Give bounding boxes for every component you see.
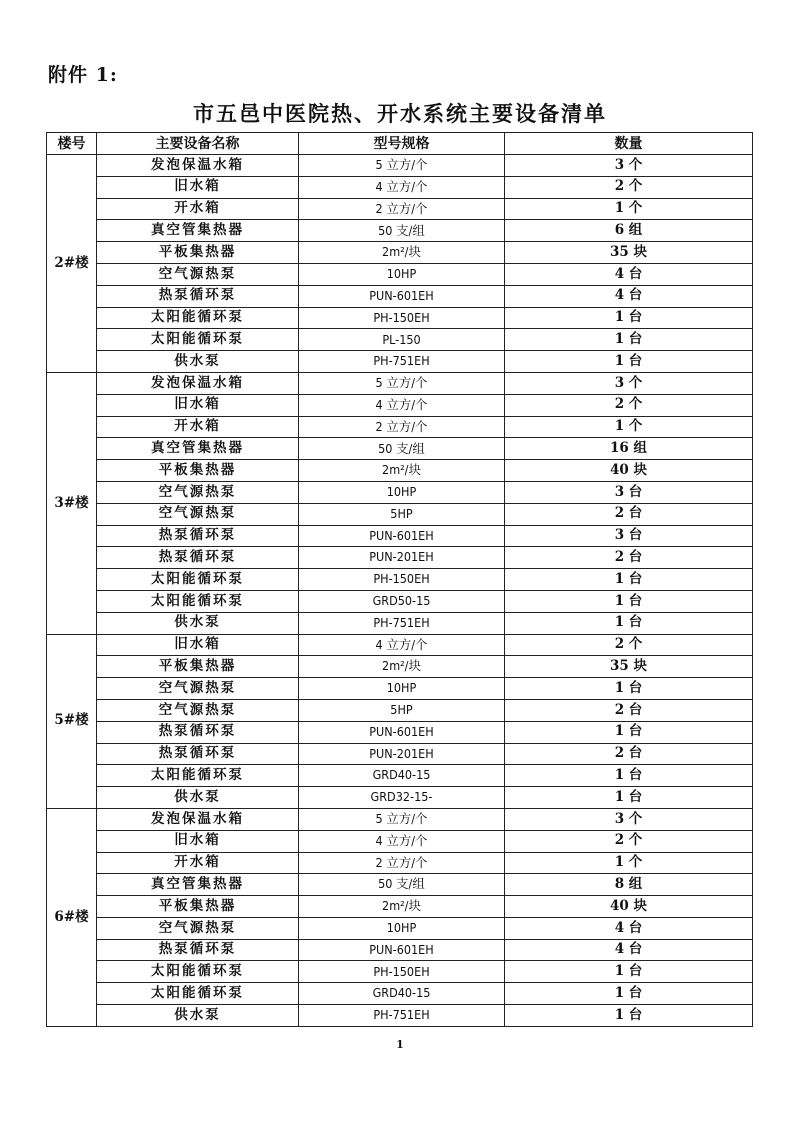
quantity-cell: 1 台 bbox=[505, 569, 753, 591]
quantity-cell: 1 台 bbox=[505, 307, 753, 329]
equipment-name-cell: 旧水箱 bbox=[97, 634, 299, 656]
table-row bbox=[47, 416, 753, 438]
table-row bbox=[47, 830, 753, 852]
quantity-cell: 1 台 bbox=[505, 329, 753, 351]
equipment-name-cell: 平板集热器 bbox=[97, 656, 299, 678]
quantity-cell: 3 个 bbox=[505, 372, 753, 394]
table-row bbox=[47, 612, 753, 634]
equipment-name-cell: 太阳能循环泵 bbox=[97, 765, 299, 787]
model-cell: PUN-601EH bbox=[299, 525, 505, 547]
model-cell: 50 支/组 bbox=[299, 220, 505, 242]
model-cell: PH-751EH bbox=[299, 351, 505, 373]
quantity-cell: 1 台 bbox=[505, 612, 753, 634]
model-cell: PUN-601EH bbox=[299, 721, 505, 743]
model-cell: 5HP bbox=[299, 699, 505, 721]
table-row bbox=[47, 939, 753, 961]
model-cell: 4 立方/个 bbox=[299, 634, 505, 656]
equipment-name-cell: 空气源热泵 bbox=[97, 699, 299, 721]
attachment-label: 附件 1: bbox=[48, 64, 118, 86]
table-row bbox=[47, 372, 753, 394]
table-row bbox=[47, 896, 753, 918]
table-row bbox=[47, 481, 753, 503]
quantity-cell: 2 台 bbox=[505, 503, 753, 525]
model-cell: 2m²/块 bbox=[299, 656, 505, 678]
equipment-name-cell: 供水泵 bbox=[97, 787, 299, 809]
table-row bbox=[47, 438, 753, 460]
equipment-name-cell: 空气源热泵 bbox=[97, 503, 299, 525]
table-row bbox=[47, 176, 753, 198]
equipment-name-cell: 发泡保温水箱 bbox=[97, 372, 299, 394]
table-row bbox=[47, 198, 753, 220]
header-quantity: 数量 bbox=[505, 133, 753, 155]
quantity-cell: 35 块 bbox=[505, 242, 753, 264]
table-row bbox=[47, 852, 753, 874]
model-cell: PUN-601EH bbox=[299, 939, 505, 961]
table-row bbox=[47, 983, 753, 1005]
quantity-cell: 3 个 bbox=[505, 808, 753, 830]
table-row bbox=[47, 1005, 753, 1027]
equipment-name-cell: 热泵循环泵 bbox=[97, 939, 299, 961]
model-cell: 50 支/组 bbox=[299, 438, 505, 460]
quantity-cell: 1 台 bbox=[505, 678, 753, 700]
model-cell: PH-150EH bbox=[299, 961, 505, 983]
quantity-cell: 2 个 bbox=[505, 830, 753, 852]
equipment-name-cell: 旧水箱 bbox=[97, 830, 299, 852]
model-cell: 50 支/组 bbox=[299, 874, 505, 896]
quantity-cell: 1 台 bbox=[505, 961, 753, 983]
table-row bbox=[47, 547, 753, 569]
model-cell: 5 立方/个 bbox=[299, 155, 505, 177]
equipment-name-cell: 真空管集热器 bbox=[97, 220, 299, 242]
table-row bbox=[47, 220, 753, 242]
quantity-cell: 1 台 bbox=[505, 983, 753, 1005]
model-cell: PH-150EH bbox=[299, 307, 505, 329]
equipment-name-cell: 太阳能循环泵 bbox=[97, 307, 299, 329]
equipment-name-cell: 太阳能循环泵 bbox=[97, 590, 299, 612]
equipment-name-cell: 热泵循环泵 bbox=[97, 525, 299, 547]
model-cell: 2 立方/个 bbox=[299, 416, 505, 438]
quantity-cell: 8 组 bbox=[505, 874, 753, 896]
model-cell: PH-150EH bbox=[299, 569, 505, 591]
equipment-name-cell: 平板集热器 bbox=[97, 896, 299, 918]
quantity-cell: 40 块 bbox=[505, 896, 753, 918]
model-cell: 10HP bbox=[299, 678, 505, 700]
model-cell: 5HP bbox=[299, 503, 505, 525]
equipment-name-cell: 开水箱 bbox=[97, 198, 299, 220]
equipment-name-cell: 太阳能循环泵 bbox=[97, 961, 299, 983]
model-cell: GRD32-15- bbox=[299, 787, 505, 809]
quantity-cell: 2 台 bbox=[505, 699, 753, 721]
equipment-name-cell: 热泵循环泵 bbox=[97, 721, 299, 743]
quantity-cell: 35 块 bbox=[505, 656, 753, 678]
equipment-name-cell: 太阳能循环泵 bbox=[97, 329, 299, 351]
equipment-name-cell: 平板集热器 bbox=[97, 460, 299, 482]
table-row bbox=[47, 590, 753, 612]
table-row bbox=[47, 394, 753, 416]
quantity-cell: 1 台 bbox=[505, 590, 753, 612]
quantity-cell: 4 台 bbox=[505, 285, 753, 307]
table-row bbox=[47, 917, 753, 939]
equipment-name-cell: 供水泵 bbox=[97, 351, 299, 373]
model-cell: 10HP bbox=[299, 263, 505, 285]
model-cell: 10HP bbox=[299, 481, 505, 503]
quantity-cell: 1 个 bbox=[505, 852, 753, 874]
quantity-cell: 1 台 bbox=[505, 1005, 753, 1027]
equipment-name-cell: 空气源热泵 bbox=[97, 917, 299, 939]
model-cell: 4 立方/个 bbox=[299, 176, 505, 198]
table-row bbox=[47, 678, 753, 700]
model-cell: PUN-601EH bbox=[299, 285, 505, 307]
quantity-cell: 2 个 bbox=[505, 634, 753, 656]
equipment-name-cell: 热泵循环泵 bbox=[97, 285, 299, 307]
table-row bbox=[47, 765, 753, 787]
model-cell: PUN-201EH bbox=[299, 547, 505, 569]
table-row bbox=[47, 329, 753, 351]
table-row bbox=[47, 787, 753, 809]
quantity-cell: 1 台 bbox=[505, 765, 753, 787]
header-equipment-name: 主要设备名称 bbox=[97, 133, 299, 155]
table-row bbox=[47, 525, 753, 547]
equipment-name-cell: 热泵循环泵 bbox=[97, 547, 299, 569]
quantity-cell: 4 台 bbox=[505, 939, 753, 961]
equipment-name-cell: 开水箱 bbox=[97, 852, 299, 874]
model-cell: PH-751EH bbox=[299, 1005, 505, 1027]
equipment-name-cell: 旧水箱 bbox=[97, 394, 299, 416]
model-cell: PUN-201EH bbox=[299, 743, 505, 765]
table-row bbox=[47, 503, 753, 525]
quantity-cell: 40 块 bbox=[505, 460, 753, 482]
quantity-cell: 1 台 bbox=[505, 721, 753, 743]
model-cell: GRD50-15 bbox=[299, 590, 505, 612]
equipment-name-cell: 太阳能循环泵 bbox=[97, 569, 299, 591]
equipment-name-cell: 热泵循环泵 bbox=[97, 743, 299, 765]
table-row bbox=[47, 961, 753, 983]
table-row bbox=[47, 808, 753, 830]
table-row bbox=[47, 242, 753, 264]
header-model: 型号规格 bbox=[299, 133, 505, 155]
equipment-name-cell: 供水泵 bbox=[97, 612, 299, 634]
model-cell: 2 立方/个 bbox=[299, 852, 505, 874]
page-number: 1 bbox=[396, 1038, 404, 1051]
table-row bbox=[47, 460, 753, 482]
model-cell: 2m²/块 bbox=[299, 460, 505, 482]
equipment-name-cell: 旧水箱 bbox=[97, 176, 299, 198]
table-row bbox=[47, 699, 753, 721]
model-cell: 5 立方/个 bbox=[299, 372, 505, 394]
quantity-cell: 1 台 bbox=[505, 351, 753, 373]
table-row bbox=[47, 263, 753, 285]
table-row bbox=[47, 656, 753, 678]
quantity-cell: 2 台 bbox=[505, 743, 753, 765]
equipment-name-cell: 太阳能循环泵 bbox=[97, 983, 299, 1005]
building-cell: 5#楼 bbox=[47, 634, 97, 808]
table-row bbox=[47, 351, 753, 373]
equipment-name-cell: 发泡保温水箱 bbox=[97, 155, 299, 177]
model-cell: 2m²/块 bbox=[299, 242, 505, 264]
table-row bbox=[47, 874, 753, 896]
table-row bbox=[47, 569, 753, 591]
quantity-cell: 6 组 bbox=[505, 220, 753, 242]
quantity-cell: 3 台 bbox=[505, 481, 753, 503]
model-cell: GRD40-15 bbox=[299, 983, 505, 1005]
equipment-name-cell: 开水箱 bbox=[97, 416, 299, 438]
model-cell: 2 立方/个 bbox=[299, 198, 505, 220]
model-cell: GRD40-15 bbox=[299, 765, 505, 787]
equipment-name-cell: 空气源热泵 bbox=[97, 263, 299, 285]
model-cell: 2m²/块 bbox=[299, 896, 505, 918]
building-cell: 2#楼 bbox=[47, 155, 97, 373]
quantity-cell: 3 台 bbox=[505, 525, 753, 547]
quantity-cell: 1 台 bbox=[505, 787, 753, 809]
equipment-name-cell: 空气源热泵 bbox=[97, 481, 299, 503]
quantity-cell: 4 台 bbox=[505, 917, 753, 939]
table-row bbox=[47, 307, 753, 329]
model-cell: PH-751EH bbox=[299, 612, 505, 634]
document-title: 市五邑中医院热、开水系统主要设备清单 bbox=[193, 101, 607, 126]
equipment-name-cell: 空气源热泵 bbox=[97, 678, 299, 700]
table-row bbox=[47, 634, 753, 656]
equipment-name-cell: 发泡保温水箱 bbox=[97, 808, 299, 830]
table-row bbox=[47, 721, 753, 743]
table-row bbox=[47, 285, 753, 307]
equipment-table bbox=[46, 132, 753, 1027]
quantity-cell: 1 个 bbox=[505, 198, 753, 220]
equipment-name-cell: 供水泵 bbox=[97, 1005, 299, 1027]
model-cell: 4 立方/个 bbox=[299, 830, 505, 852]
building-cell: 6#楼 bbox=[47, 808, 97, 1026]
table-row bbox=[47, 743, 753, 765]
quantity-cell: 2 台 bbox=[505, 547, 753, 569]
equipment-name-cell: 真空管集热器 bbox=[97, 438, 299, 460]
quantity-cell: 1 个 bbox=[505, 416, 753, 438]
model-cell: 5 立方/个 bbox=[299, 808, 505, 830]
model-cell: PL-150 bbox=[299, 329, 505, 351]
model-cell: 4 立方/个 bbox=[299, 394, 505, 416]
header-building: 楼号 bbox=[47, 133, 97, 155]
model-cell: 10HP bbox=[299, 917, 505, 939]
quantity-cell: 3 个 bbox=[505, 155, 753, 177]
table-body bbox=[47, 155, 753, 1027]
quantity-cell: 16 组 bbox=[505, 438, 753, 460]
equipment-name-cell: 真空管集热器 bbox=[97, 874, 299, 896]
quantity-cell: 2 个 bbox=[505, 176, 753, 198]
building-cell: 3#楼 bbox=[47, 372, 97, 634]
quantity-cell: 4 台 bbox=[505, 263, 753, 285]
quantity-cell: 2 个 bbox=[505, 394, 753, 416]
table-header-row bbox=[47, 133, 753, 155]
equipment-name-cell: 平板集热器 bbox=[97, 242, 299, 264]
table-row bbox=[47, 155, 753, 177]
